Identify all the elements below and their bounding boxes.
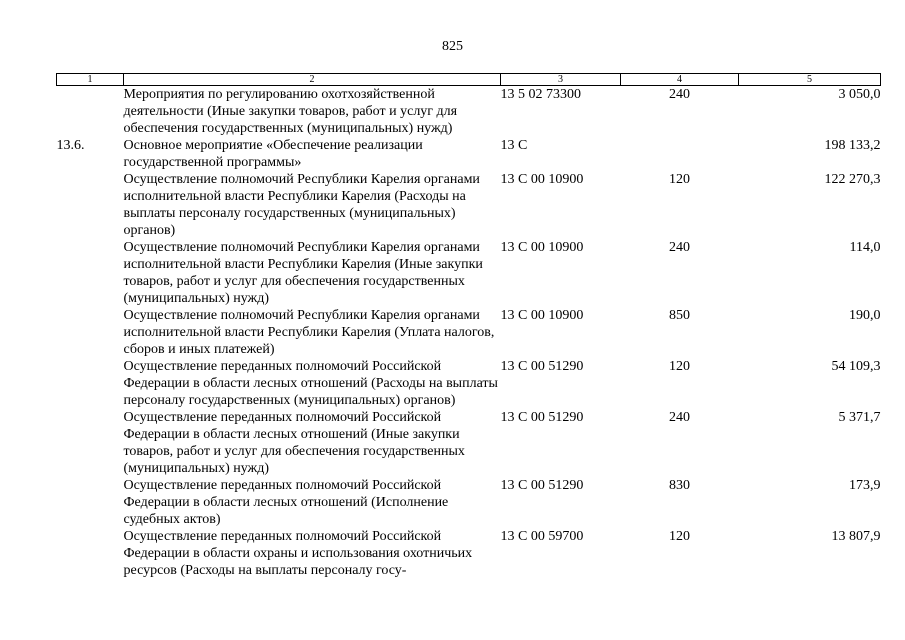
table-row [57,358,881,409]
amount: 5 371,7 [838,410,881,425]
table-row [57,528,881,579]
amount: 122 270,3 [824,172,881,187]
amount: 13 807,9 [831,529,881,544]
row-number: 13.6. [56,138,85,153]
target-article-code: 13 С 00 10900 [500,240,584,255]
table-row [57,307,881,358]
table-row [57,137,881,171]
expense-type-code: 240 [669,240,690,255]
expense-type-code: 120 [669,529,690,544]
target-article-code: 13 С 00 59700 [500,529,584,544]
table-row [57,409,881,477]
row-number [57,477,124,528]
amount: 198 133,2 [824,138,881,153]
expense-type-code: 850 [669,308,690,323]
row-number [57,239,124,307]
column-number-row [57,74,881,86]
column-header-5: 5 [739,74,881,86]
target-article-code: 13 С [500,138,528,153]
table-row [57,239,881,307]
amount: 114,0 [849,240,881,255]
expense-name: Осуществление переданных полномочий Российской Федерации в области лесных отношений (Исполнение судебных актов) [123,478,449,527]
expense-type-code: 240 [669,87,690,102]
target-article-code: 13 5 02 73300 [500,87,581,102]
expense-type-code: 240 [669,410,690,425]
column-header-3: 3 [501,74,621,86]
expense-name: Осуществление переданных полномочий Российской Федерации в области лесных отношений (Расходы на выплаты персоналу государственных (муниципальных) органов) [123,359,498,408]
row-number [57,307,124,358]
row-number [57,409,124,477]
target-article-code: 13 С 00 10900 [500,172,584,187]
row-number [57,528,124,579]
column-header-1: 1 [57,74,124,86]
table-row [57,86,881,138]
amount: 190,0 [849,308,881,323]
target-article-code: 13 С 00 51290 [500,410,584,425]
table-body [57,86,881,580]
column-header-2: 2 [124,74,501,86]
expense-name: Осуществление полномочий Республики Карелия органами исполнительной власти Республики Карелия (Расходы на выплаты персоналу государственных (муниципальных) органов) [123,172,480,238]
column-header-4: 4 [621,74,739,86]
expense-type-code: 830 [669,478,690,493]
page-number: 825 [442,39,463,54]
expense-type-code [621,137,739,171]
table-row [57,171,881,239]
expense-name: Основное мероприятие «Обеспечение реализации государственной программы» [123,138,423,170]
expense-type-code: 120 [669,359,690,374]
table-row [57,477,881,528]
target-article-code: 13 С 00 51290 [500,359,584,374]
amount: 3 050,0 [838,87,881,102]
budget-table [56,73,881,579]
expense-type-code: 120 [669,172,690,187]
expense-name: Осуществление полномочий Республики Карелия органами исполнительной власти Республики Карелия (Иные закупки товаров, работ и услуг для обеспечения государственных (муниципальных) нужд) [123,240,483,306]
expense-name: Мероприятия по регулированию охотхозяйственной деятельности (Иные закупки товаров, работ и услуг для обеспечения государственных (муниципальных) нужд) [123,87,458,136]
expense-name: Осуществление переданных полномочий Российской Федерации в области охраны и использования охотничьих ресурсов (Расходы на выплаты персоналу госу- [123,529,473,578]
expense-name: Осуществление полномочий Республики Карелия органами исполнительной власти Республики Карелия (Уплата налогов, сборов и иных платежей) [123,308,495,357]
amount: 54 109,3 [831,359,881,374]
target-article-code: 13 С 00 10900 [500,308,584,323]
row-number [57,358,124,409]
target-article-code: 13 С 00 51290 [500,478,584,493]
row-number [57,86,124,138]
amount: 173,9 [849,478,881,493]
row-number [57,171,124,239]
expense-name: Осуществление переданных полномочий Российской Федерации в области лесных отношений (Иные закупки товаров, работ и услуг для обеспечения государственных (муниципальных) нужд) [123,410,465,476]
